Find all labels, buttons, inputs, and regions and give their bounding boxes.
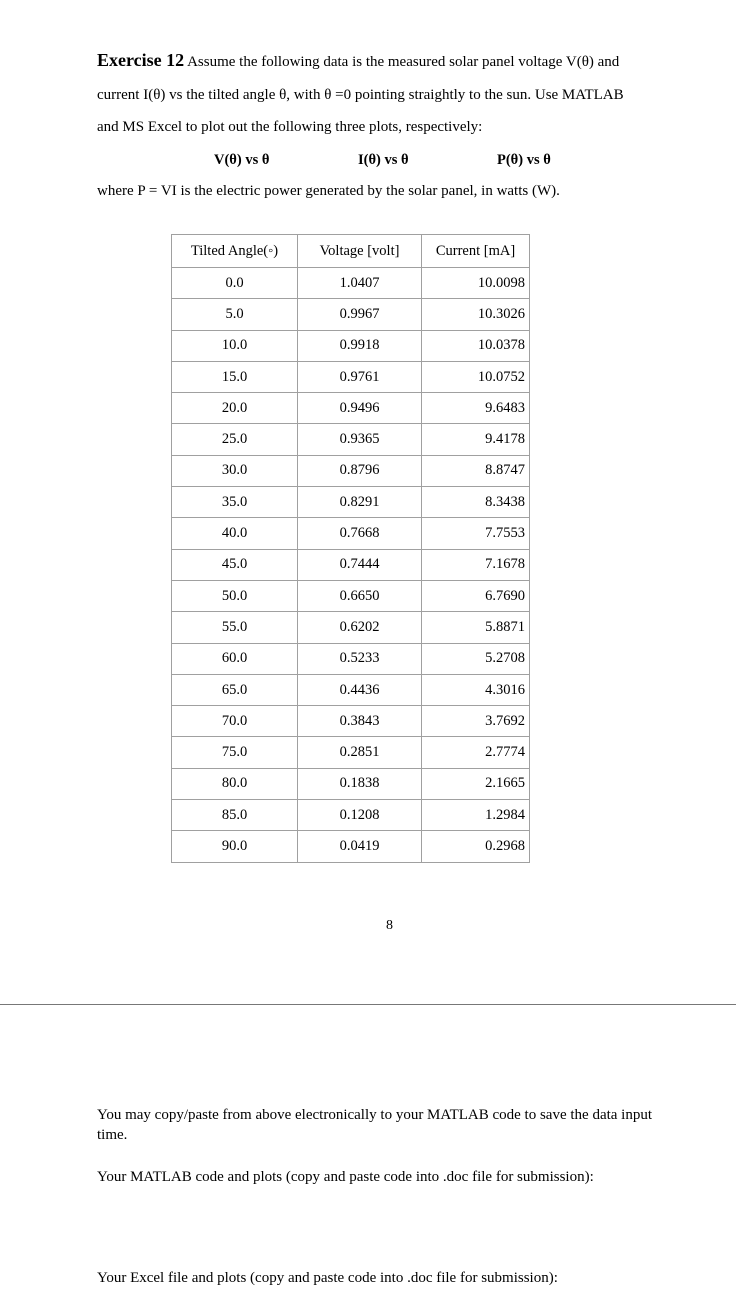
table-row — [172, 768, 530, 799]
cell-voltage: 0.5233 — [298, 643, 422, 674]
page-break-divider — [0, 1004, 736, 1005]
cell-angle: 55.0 — [172, 612, 298, 643]
cell-voltage: 0.7444 — [298, 549, 422, 580]
table-row — [172, 549, 530, 580]
cell-current: 8.3438 — [422, 487, 530, 518]
cell-current: 9.6483 — [422, 393, 530, 424]
table-row — [172, 487, 530, 518]
cell-angle: 30.0 — [172, 455, 298, 486]
cell-current: 8.8747 — [422, 455, 530, 486]
cell-angle: 60.0 — [172, 643, 298, 674]
cell-angle: 15.0 — [172, 361, 298, 392]
cell-current: 1.2984 — [422, 800, 530, 831]
table-row — [172, 330, 530, 361]
cell-current: 6.7690 — [422, 580, 530, 611]
table-row — [172, 518, 530, 549]
cell-current: 5.2708 — [422, 643, 530, 674]
table-row — [172, 706, 530, 737]
cell-current: 10.0098 — [422, 268, 530, 299]
table-row — [172, 831, 530, 862]
cell-voltage: 0.9496 — [298, 393, 422, 424]
cell-current: 10.3026 — [422, 299, 530, 330]
cell-voltage: 0.6650 — [298, 580, 422, 611]
cell-angle: 80.0 — [172, 768, 298, 799]
table-row — [172, 455, 530, 486]
intro-line-1: Assume the following data is the measured solar panel voltage V(θ) and — [187, 54, 620, 70]
cell-current: 2.7774 — [422, 737, 530, 768]
exercise-label: Exercise 12 — [97, 50, 185, 70]
plot-voltage-vs-angle: V(θ) vs θ — [214, 152, 270, 168]
cell-voltage: 0.9918 — [298, 330, 422, 361]
table-row — [172, 299, 530, 330]
cell-voltage: 0.1208 — [298, 800, 422, 831]
cell-angle: 40.0 — [172, 518, 298, 549]
cell-voltage: 0.6202 — [298, 612, 422, 643]
cell-angle: 50.0 — [172, 580, 298, 611]
intro-line-2: current I(θ) vs the tilted angle θ, with θ =0 pointing straightly to the sun. Use MATLAB — [97, 86, 624, 103]
header-voltage: Voltage [volt] — [298, 235, 422, 268]
cell-current: 10.0752 — [422, 361, 530, 392]
table-row — [172, 361, 530, 392]
cell-current: 7.1678 — [422, 549, 530, 580]
plot-power-vs-angle: P(θ) vs θ — [497, 152, 551, 168]
cell-angle: 10.0 — [172, 330, 298, 361]
cell-current: 9.4178 — [422, 424, 530, 455]
exercise-intro — [97, 44, 697, 144]
cell-voltage: 0.7668 — [298, 518, 422, 549]
table-row — [172, 393, 530, 424]
cell-current: 3.7692 — [422, 706, 530, 737]
cell-angle: 20.0 — [172, 393, 298, 424]
cell-angle: 70.0 — [172, 706, 298, 737]
cell-current: 2.1665 — [422, 768, 530, 799]
intro-line-3: and MS Excel to plot out the following three plots, respectively: — [97, 119, 483, 135]
table-header-row — [172, 235, 530, 268]
plot-current-vs-angle: I(θ) vs θ — [358, 152, 409, 168]
measurement-table — [171, 234, 530, 863]
power-definition: where P = VI is the electric power generated by the solar panel, in watts (W). — [97, 183, 560, 199]
cell-voltage: 0.9365 — [298, 424, 422, 455]
plot-list — [0, 152, 736, 174]
table-row — [172, 737, 530, 768]
table-row — [172, 674, 530, 705]
cell-voltage: 0.1838 — [298, 768, 422, 799]
cell-current: 10.0378 — [422, 330, 530, 361]
cell-current: 4.3016 — [422, 674, 530, 705]
matlab-section-prompt: Your MATLAB code and plots (copy and paste code into .doc file for submission): — [97, 1169, 594, 1185]
cell-voltage: 0.4436 — [298, 674, 422, 705]
cell-angle: 45.0 — [172, 549, 298, 580]
table-row — [172, 800, 530, 831]
page-number: 8 — [386, 918, 393, 933]
cell-angle: 35.0 — [172, 487, 298, 518]
cell-voltage: 1.0407 — [298, 268, 422, 299]
cell-angle: 5.0 — [172, 299, 298, 330]
cell-current: 5.8871 — [422, 612, 530, 643]
cell-current: 0.2968 — [422, 831, 530, 862]
cell-voltage: 0.3843 — [298, 706, 422, 737]
cell-voltage: 0.8291 — [298, 487, 422, 518]
cell-angle: 0.0 — [172, 268, 298, 299]
excel-section-prompt: Your Excel file and plots (copy and paste code into .doc file for submission): — [97, 1270, 558, 1286]
cell-voltage: 0.2851 — [298, 737, 422, 768]
cell-angle: 90.0 — [172, 831, 298, 862]
table-row — [172, 612, 530, 643]
copy-paste-note: You may copy/paste from above electronically to your MATLAB code to save the data input time. — [97, 1107, 653, 1143]
cell-voltage: 0.9967 — [298, 299, 422, 330]
table-row — [172, 424, 530, 455]
table-row — [172, 643, 530, 674]
table-row — [172, 268, 530, 299]
cell-angle: 25.0 — [172, 424, 298, 455]
cell-voltage: 0.0419 — [298, 831, 422, 862]
cell-voltage: 0.9761 — [298, 361, 422, 392]
cell-voltage: 0.8796 — [298, 455, 422, 486]
header-tilted-angle: Tilted Angle(◦) — [172, 235, 298, 268]
header-current: Current [mA] — [422, 235, 530, 268]
cell-current: 7.7553 — [422, 518, 530, 549]
cell-angle: 65.0 — [172, 674, 298, 705]
cell-angle: 85.0 — [172, 800, 298, 831]
cell-angle: 75.0 — [172, 737, 298, 768]
table-row — [172, 580, 530, 611]
